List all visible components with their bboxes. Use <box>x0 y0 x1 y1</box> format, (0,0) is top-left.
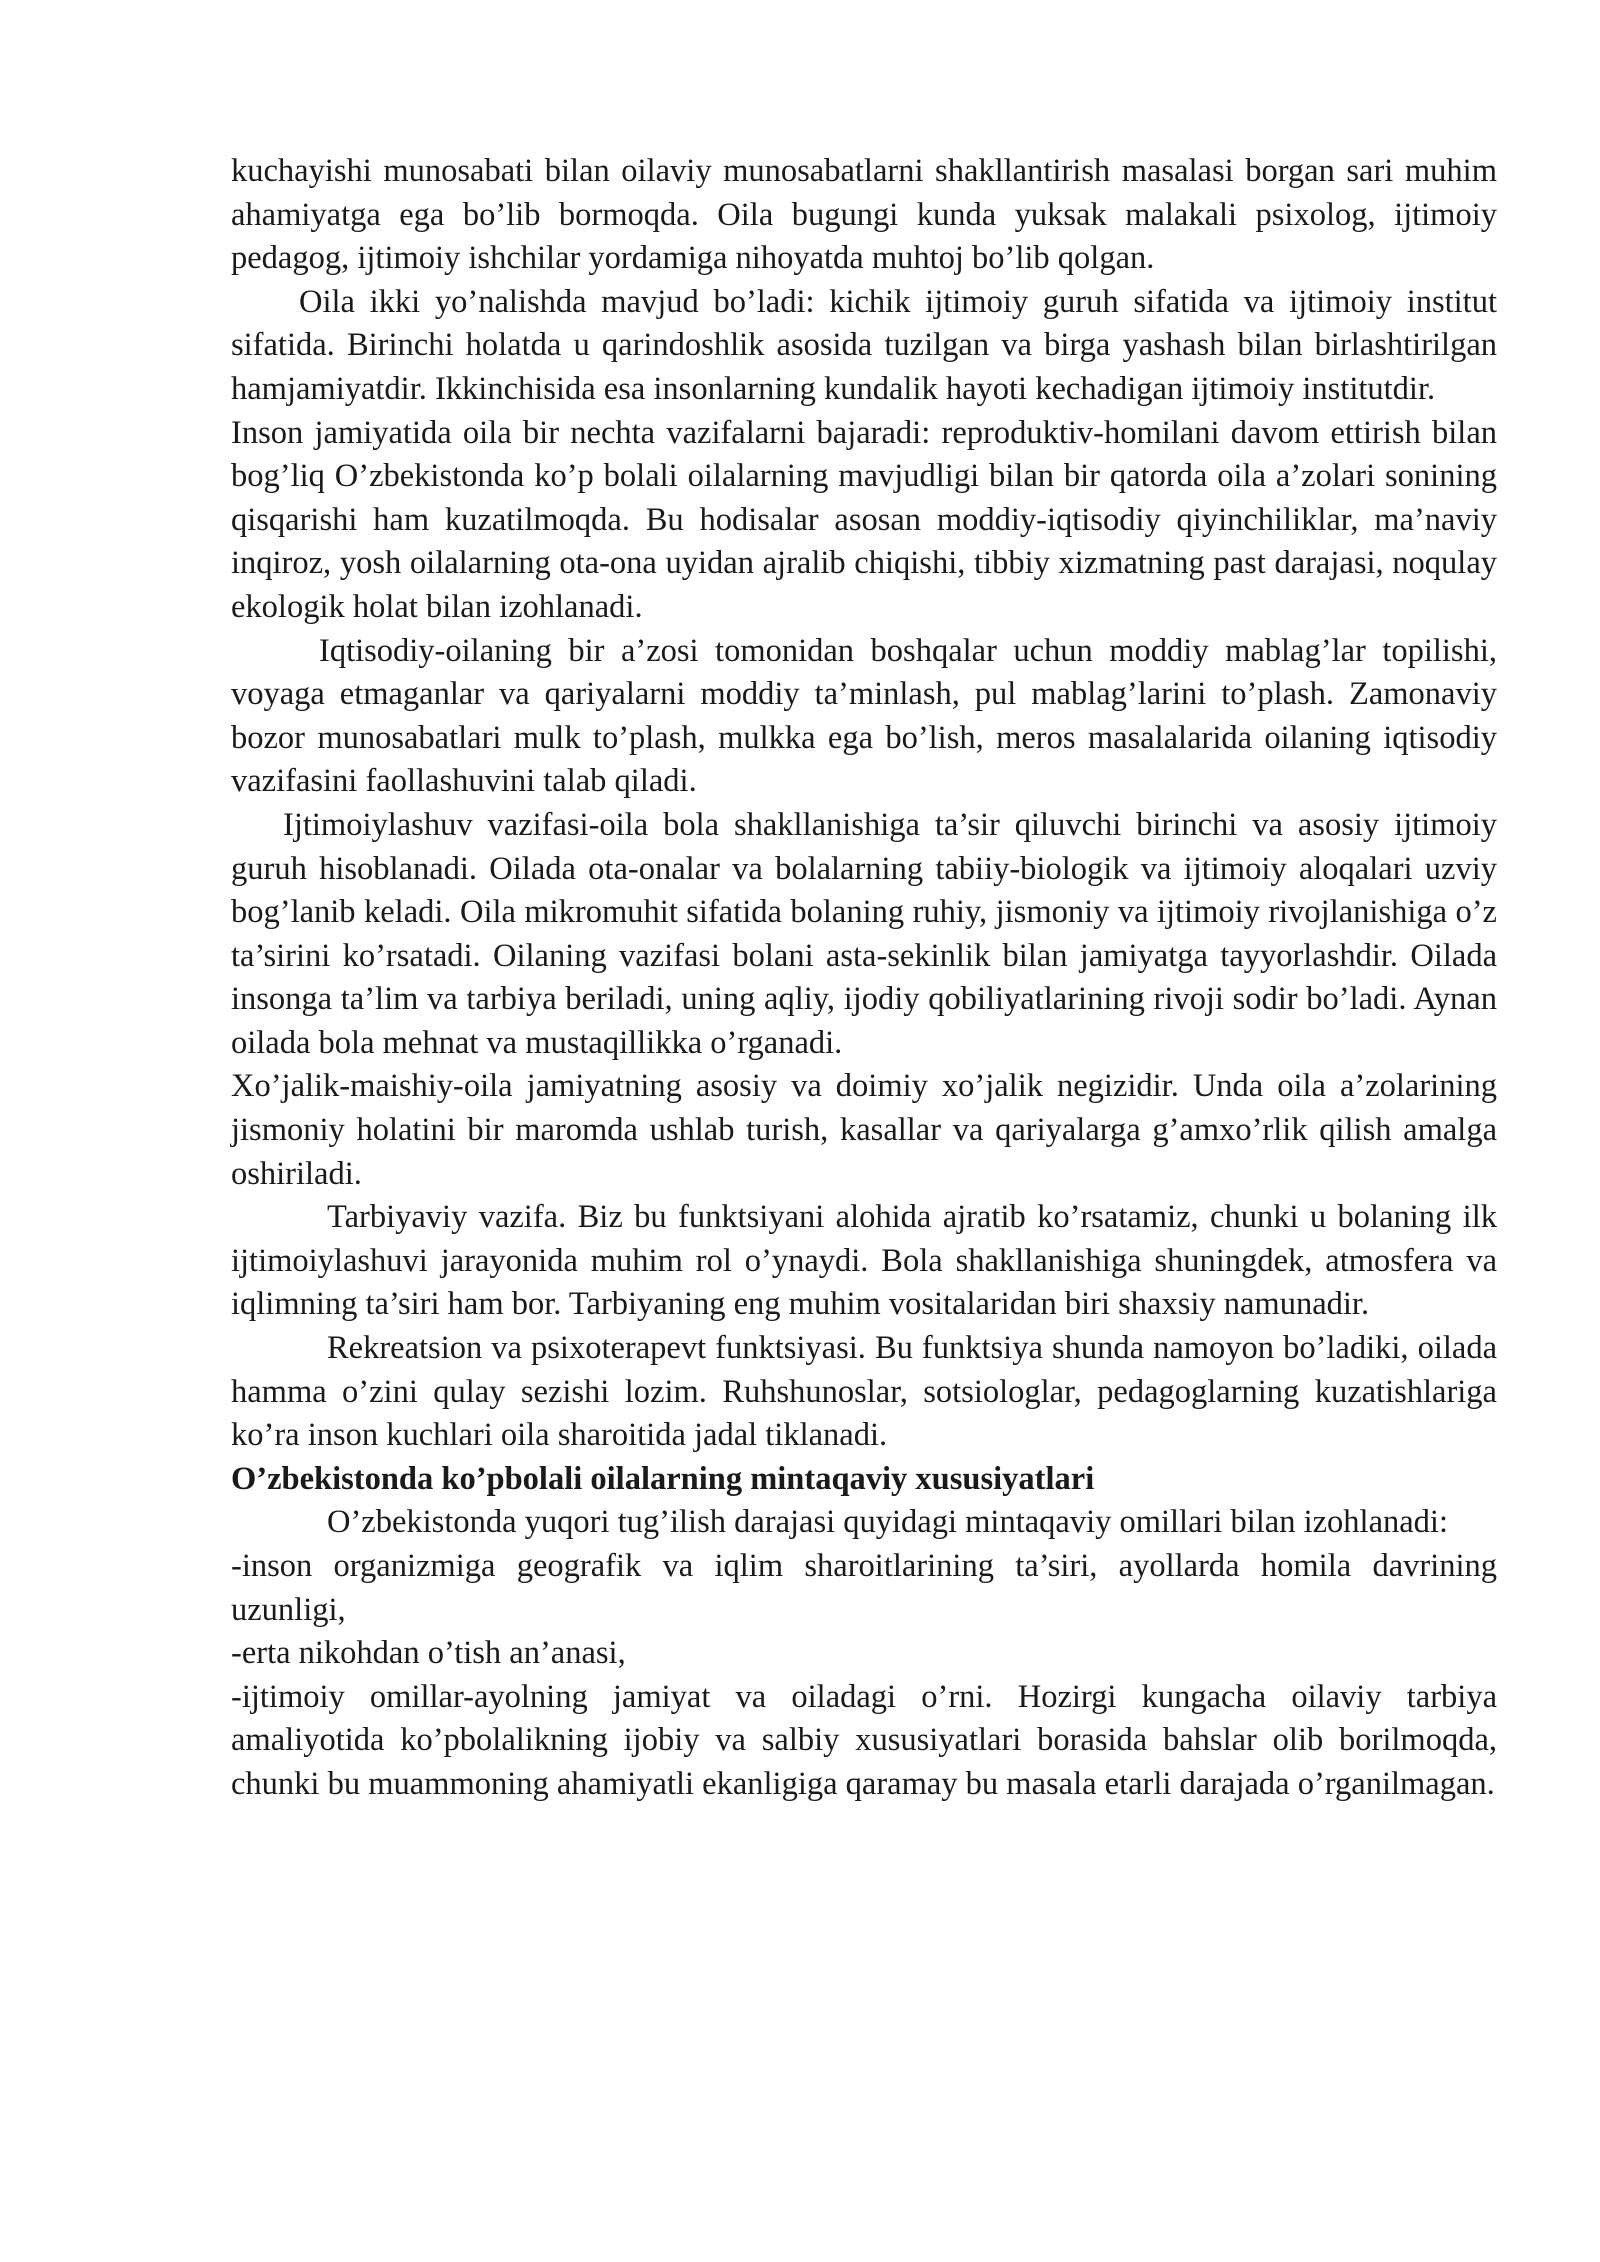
paragraph-family-relations: kuchayishi munosabati bilan oilaviy munosabatlarni shakllantirish masalasi borgan sari muhim ahamiyatga ega bo’lib bormoqda. Oila bugungi kunda yuksak malakali psixolog, ijtimoiy pedagog, ijtimoiy ishchilar yordamiga nihoyatda muhtoj bo’lib qolgan. <box>231 153 1497 277</box>
section-heading: O’zbekistonda ko’pbolali oilalarning mintaqaviy xususiyatlari <box>231 1460 1095 1497</box>
paragraph-socialization-function: Ijtimoiylashuv vazifasi-oila bola shakllanishiga ta’sir qiluvchi birinchi va asosiy ijtimoiy guruh hisoblanadi. Oilada ota-onalar va bolalarning tabiiy-biologik va ijtimoiy aloqalari uzviy bog’lanib keladi. Oila mikromuhit sifatida bolaning ruhiy, jismoniy va ijtimoiy rivojlanishiga o’z ta’sirini ko’rsatadi. Oilaning vazifasi bolani asta-sekinlik bilan jamiyatga tayyorlashdir. Oilada insonga ta’lim va tarbiya beriladi, uning aqliy, ijodiy qobiliyatlarining rivoji sodir bo’ladi. Aynan oilada bola mehnat va mustaqillikka o’rganadi. <box>231 806 1497 1061</box>
list-item-early-marriage: -erta nikohdan o’tish an’anasi, <box>231 1635 626 1672</box>
paragraph-educational-function: Tarbiyaviy vazifa. Biz bu funktsiyani alohida ajratib ko’rsatamiz, chunki u bolaning ilk ijtimoiylashuvi jarayonida muhim rol o’ynaydi. Bola shakllanishiga shuningdek, atmosfera va iqlimning ta’siri ham bor. Tarbiyaning eng muhim vositalaridan biri shaxsiy namunadir. <box>231 1199 1497 1323</box>
list-item-geography: -inson organizmiga geografik va iqlim sharoitlarining ta’siri, ayollarda homila davrining uzunligi, <box>231 1548 1497 1628</box>
paragraph-regional-intro: O’zbekistonda yuqori tug’ilish darajasi quyidagi mintaqaviy omillari bilan izohlanadi: <box>327 1504 1448 1541</box>
paragraph-reproductive-function: Inson jamiyatida oila bir nechta vazifalarni bajaradi: reproduktiv-homilani davom ettirish bilan bog’liq O’zbekistonda ko’p bolali oilalarning mavjudligi bilan bir qatorda oila a’zolari sonining qisqarishi ham kuzatilmoqda. Bu hodisalar asosan moddiy-iqtisodiy qiyinchiliklar, ma’naviy inqiroz, yosh oilalarning ota-ona uyidan ajralib chiqishi, tibbiy xizmatning past darajasi, noqulay ekologik holat bilan izohlanadi. <box>231 414 1497 625</box>
document-page <box>231 150 1497 1807</box>
list-item-social-factors: -ijtimoiy omillar-ayolning jamiyat va oiladagi o’rni. Hozirgi kungacha oilaviy tarbiya amaliyotida ko’pbolalikning ijobiy va salbiy xususiyatlari borasida bahslar olib borilmoqda, chunki bu muammoning ahamiyatli ekanligiga qaramay bu masala etarli darajada o’rganilmagan. <box>231 1678 1497 1802</box>
paragraph-economic-function: Iqtisodiy-oilaning bir a’zosi tomonidan boshqalar uchun moddiy mablag’lar topilishi, voyaga etmaganlar va qariyalarni moddiy ta’minlash, pul mablag’larini to’plash. Zamonaviy bozor munosabatlari mulk to’plash, mulkka ega bo’lish, meros masalalarida oilaning iqtisodiy vazifasini faollashuvini talab qiladi. <box>231 632 1497 800</box>
paragraph-family-directions: Oila ikki yo’nalishda mavjud bo’ladi: kichik ijtimoiy guruh sifatida va ijtimoiy institut sifatida. Birinchi holatda u qarindoshlik asosida tuzilgan va birga yashash bilan birlashtirilgan hamjamiyatdir. Ikkinchisida esa insonlarning kundalik hayoti kechadigan ijtimoiy institutdir. <box>231 283 1497 407</box>
paragraph-recreational-function: Rekreatsion va psixoterapevt funktsiyasi. Bu funktsiya shunda namoyon bo’ladiki, oilada hamma o’zini qulay sezishi lozim. Ruhshunoslar, sotsiologlar, pedagoglarning kuzatishlariga ko’ra inson kuchlari oila sharoitida jadal tiklanadi. <box>231 1330 1497 1454</box>
paragraph-household-function: Xo’jalik-maishiy-oila jamiyatning asosiy va doimiy xo’jalik negizidir. Unda oila a’zolarining jismoniy holatini bir maromda ushlab turish, kasallar va qariyalarga g’amxo’rlik qilish amalga oshiriladi. <box>231 1068 1497 1192</box>
